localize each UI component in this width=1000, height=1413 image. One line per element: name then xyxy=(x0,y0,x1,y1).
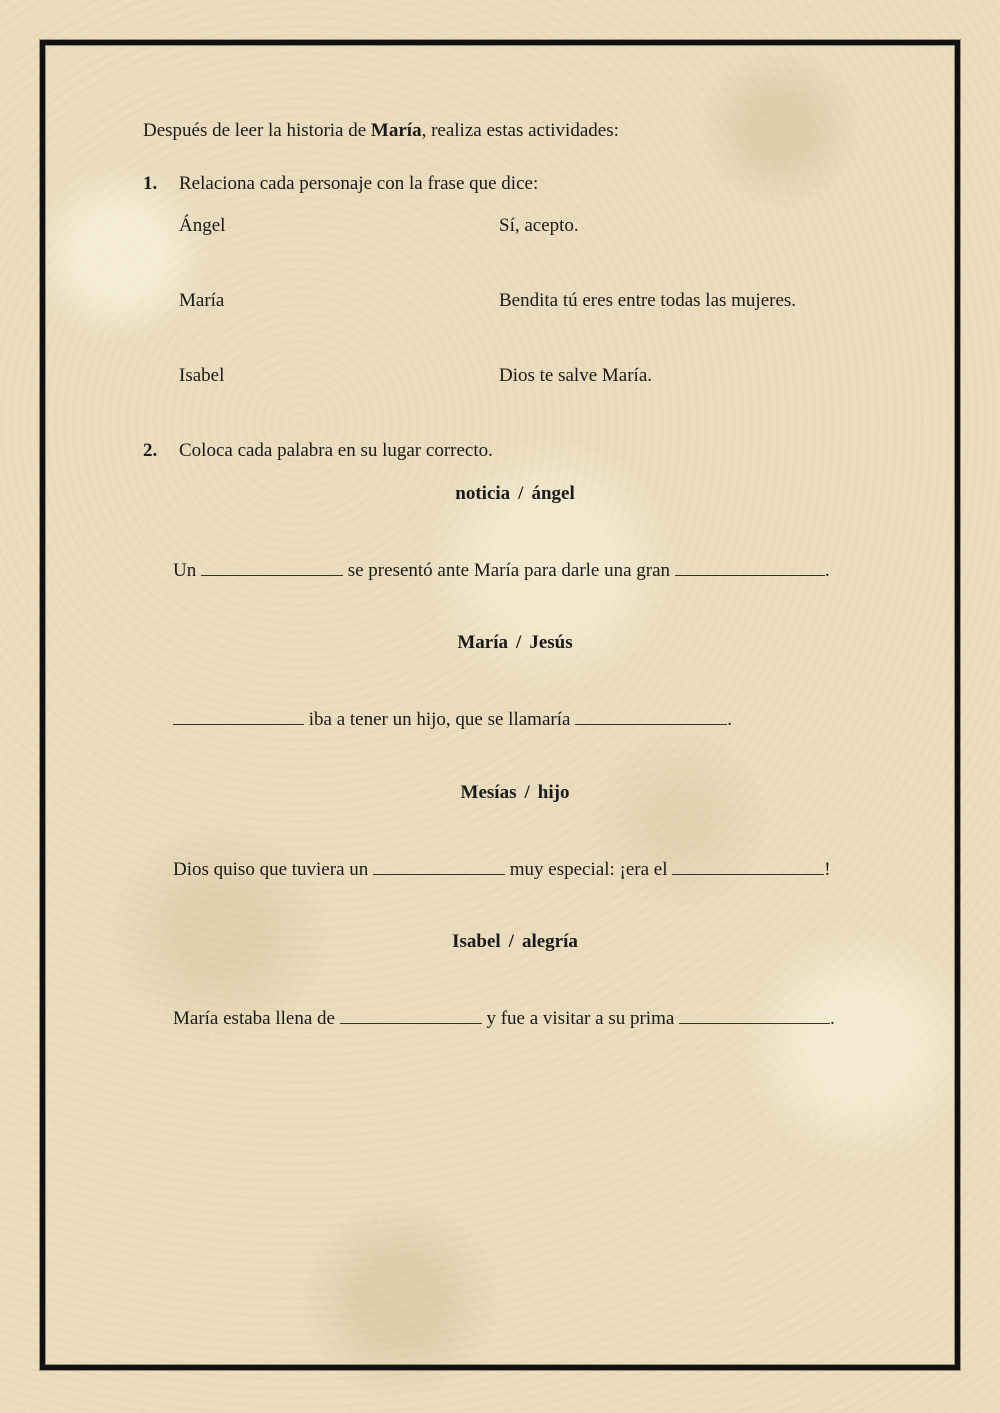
word-separator: / xyxy=(516,632,522,653)
sentence-4 xyxy=(173,1006,835,1030)
word-option[interactable]: Mesías xyxy=(460,782,517,803)
sentence-text: María estaba llena de xyxy=(173,1008,340,1029)
blank-field[interactable] xyxy=(675,558,825,576)
sentence-text: se presentó ante María para darle una gran xyxy=(342,560,675,581)
word-option[interactable]: Isabel xyxy=(452,931,501,952)
word-option[interactable]: Jesús xyxy=(529,632,573,653)
character-maria[interactable]: María xyxy=(179,290,225,311)
blank-field[interactable] xyxy=(575,707,727,725)
sentence-2 xyxy=(173,707,732,731)
word-bank-2 xyxy=(0,632,1000,654)
activity1-instruction: Relaciona cada personaje con la frase que dice: xyxy=(179,173,539,194)
word-option[interactable]: noticia xyxy=(455,483,511,504)
word-option[interactable]: ángel xyxy=(531,483,575,504)
blank-field[interactable] xyxy=(672,857,824,875)
sentence-text: ! xyxy=(824,859,831,880)
word-option[interactable]: alegría xyxy=(521,931,578,952)
sentence-text: . xyxy=(830,1008,835,1029)
word-separator: / xyxy=(524,782,530,803)
word-option[interactable]: hijo xyxy=(537,782,570,803)
character-angel[interactable]: Ángel xyxy=(179,215,226,236)
sentence-text: iba a tener un hijo, que se llamaría xyxy=(304,709,576,730)
blank-field[interactable] xyxy=(340,1006,482,1024)
activity2-instruction: Coloca cada palabra en su lugar correcto. xyxy=(179,440,493,461)
word-bank-4 xyxy=(0,931,1000,953)
activity2-number: 2. xyxy=(143,440,158,461)
activity1-number: 1. xyxy=(143,173,158,194)
word-bank-3 xyxy=(0,782,1000,804)
phrase-dios-te-salve[interactable]: Dios te salve María. xyxy=(499,365,653,386)
sentence-text: . xyxy=(824,560,830,581)
blank-field[interactable] xyxy=(201,558,343,576)
blank-field[interactable] xyxy=(173,707,304,725)
character-isabel[interactable]: Isabel xyxy=(179,365,225,386)
sentence-text: . xyxy=(727,709,732,730)
sentence-text: Dios quiso que tuviera un xyxy=(173,859,374,880)
blank-field[interactable] xyxy=(679,1006,830,1024)
intro-after: , realiza estas actividades: xyxy=(421,120,619,141)
word-separator: / xyxy=(508,931,514,952)
sentence-text: muy especial: ¡era el xyxy=(505,859,673,880)
sentence-text: Un xyxy=(173,560,201,581)
phrase-acepto[interactable]: Sí, acepto. xyxy=(499,215,579,236)
intro-name: María xyxy=(370,120,422,141)
sentence-1 xyxy=(173,558,830,582)
phrase-bendita[interactable]: Bendita tú eres entre todas las mujeres. xyxy=(499,290,797,311)
blank-field[interactable] xyxy=(373,857,505,875)
sentence-text: y fue a visitar a su prima xyxy=(481,1008,680,1029)
page-border xyxy=(40,40,960,1370)
intro-text xyxy=(143,120,619,142)
intro-before: Después de leer la historia de xyxy=(143,120,371,141)
sentence-3 xyxy=(173,857,831,881)
word-separator: / xyxy=(518,483,524,504)
word-bank-1 xyxy=(0,483,1000,505)
word-option[interactable]: María xyxy=(457,632,509,653)
